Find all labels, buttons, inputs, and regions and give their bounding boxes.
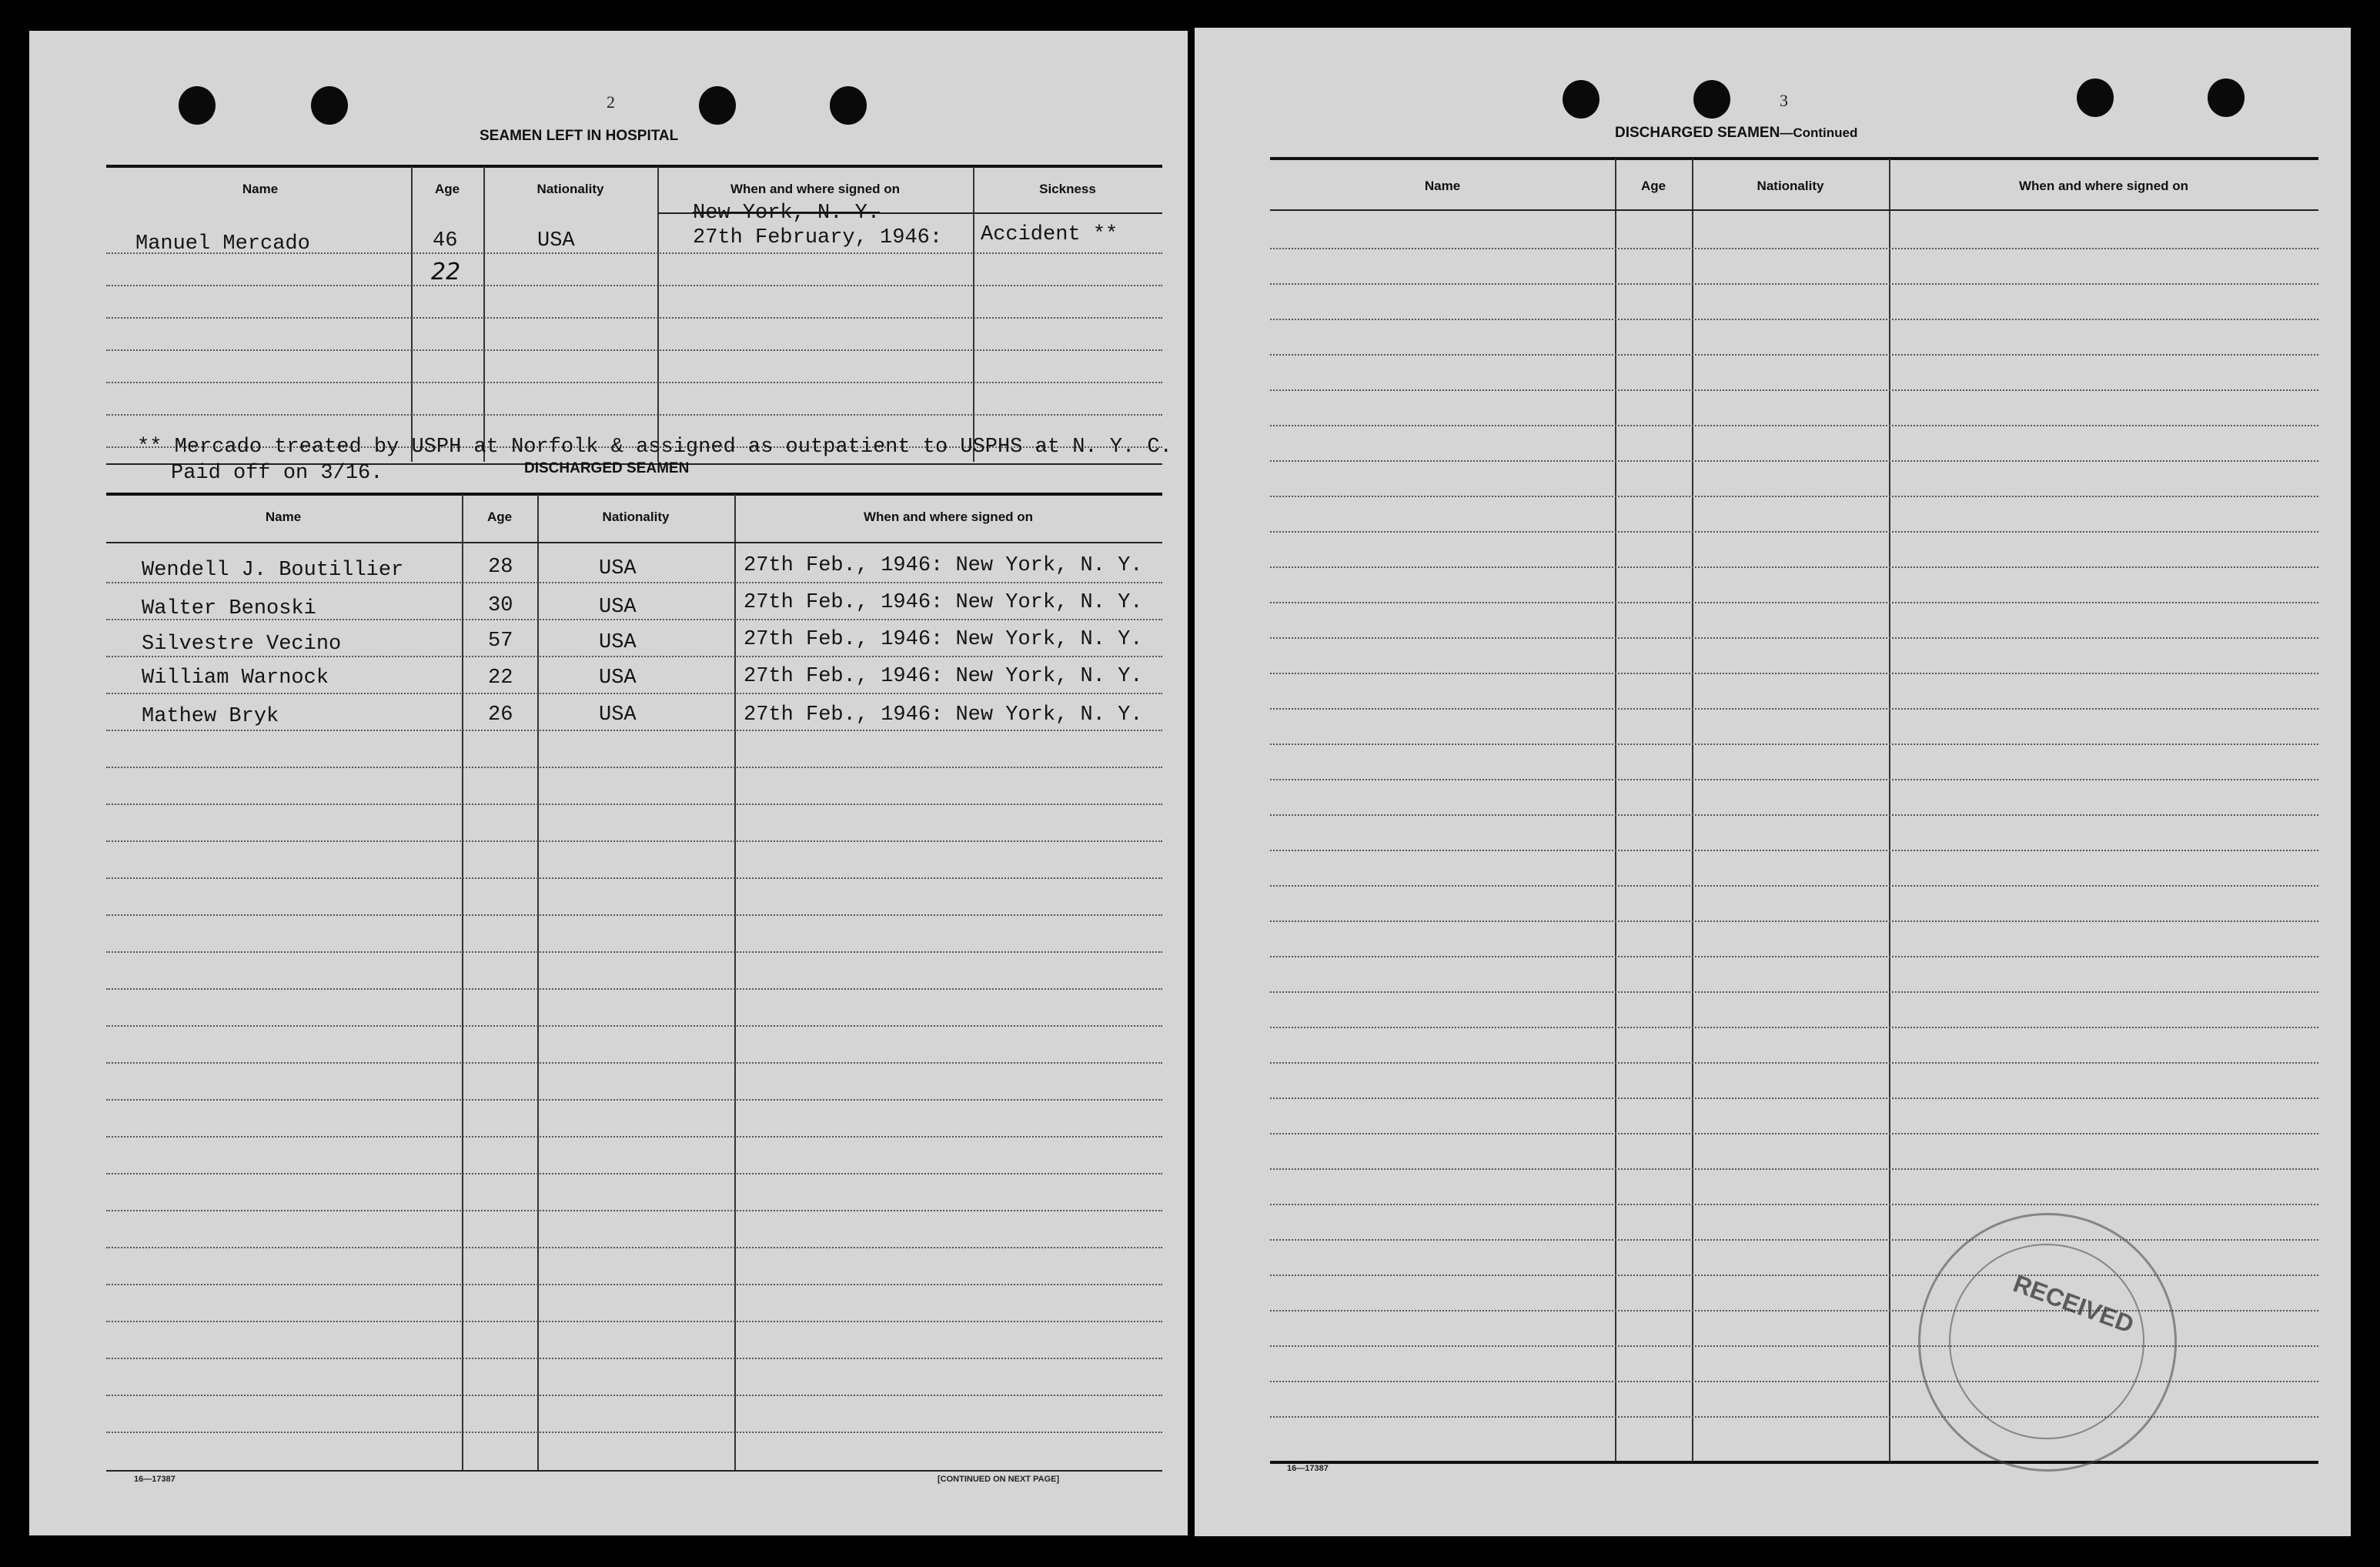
- punch-hole: [2208, 79, 2245, 117]
- ruled-line: [1270, 389, 2318, 391]
- discharged-row-signed: 27th Feb., 1946: New York, N. Y.: [744, 665, 1143, 688]
- continued-signed-header: When and where signed on: [2018, 179, 2189, 193]
- ruled-line: [1270, 602, 2318, 603]
- ruled-line: [1270, 1275, 2318, 1276]
- hospital-note: ** Mercado treated by USPH at Norfolk & assigned as outpatient to USPHS at N. Y. C.: [137, 436, 1172, 459]
- hospital-signed-header: When and where signed on: [730, 182, 901, 196]
- ruled-line: [1270, 566, 2318, 568]
- received-stamp-text: RECEIVED: [2009, 1269, 2138, 1338]
- hospital-name-header: Name: [242, 182, 279, 196]
- ruled-line: [106, 988, 1162, 990]
- punch-hole: [1693, 80, 1730, 119]
- continued-age-header: Age: [1640, 179, 1666, 193]
- punch-hole: [699, 86, 736, 125]
- page-number: 3: [1780, 91, 1788, 110]
- continued-section-title: [1615, 125, 1857, 142]
- discharged-row-nationality: USA: [599, 703, 637, 727]
- continued-nationality-header: Nationality: [1757, 179, 1824, 193]
- ruled-line: [106, 1358, 1162, 1359]
- hospital-age-header: Age: [434, 182, 460, 196]
- ruled-line: [106, 1247, 1162, 1248]
- ruled-line: [1270, 708, 2318, 710]
- ruled-line: [106, 840, 1162, 842]
- hospital-seaman-name: Manuel Mercado: [135, 232, 310, 256]
- table-bottom-rule: [106, 1470, 1162, 1472]
- punch-hole: [1563, 80, 1599, 119]
- ruled-line: [1270, 460, 2318, 462]
- discharged-age-header: Age: [486, 510, 513, 524]
- ruled-line: [1270, 779, 2318, 780]
- discharged-row-signed: 27th Feb., 1946: New York, N. Y.: [744, 591, 1143, 614]
- discharged-row-age: 57: [488, 630, 513, 653]
- ruled-line: [106, 1173, 1162, 1174]
- discharged-row-name: Wendell J. Boutillier: [142, 559, 404, 582]
- received-stamp-inner-ring: [1949, 1244, 2144, 1439]
- handwritten-age-correction: 22: [431, 259, 461, 286]
- discharged-row-nationality: USA: [599, 596, 637, 619]
- hospital-seaman-nationality: USA: [537, 229, 575, 252]
- ruled-line: [106, 1395, 1162, 1396]
- ruled-line: [106, 877, 1162, 879]
- ruled-line: [106, 693, 1162, 694]
- form-number: 16—17387: [1287, 1464, 1329, 1473]
- ruled-line: [1270, 673, 2318, 674]
- discharged-row-nationality: USA: [599, 557, 637, 580]
- hospital-sickness: Accident **: [981, 223, 1118, 246]
- hospital-signed-place: New York, N. Y.: [693, 202, 881, 225]
- ruled-line: [1270, 283, 2318, 285]
- ruled-line: [106, 730, 1162, 731]
- punch-hole: [179, 86, 216, 125]
- ruled-line: [1270, 885, 2318, 887]
- ruled-line: [106, 1210, 1162, 1211]
- discharged-name-header: Name: [265, 510, 302, 524]
- continued-section-title-suffix: —Continued: [1780, 125, 1858, 140]
- discharged-row-signed: 27th Feb., 1946: New York, N. Y.: [744, 628, 1143, 651]
- paid-off-note: Paid off on 3/16.: [171, 462, 383, 485]
- discharged-row-signed: 27th Feb., 1946: New York, N. Y.: [744, 703, 1143, 727]
- ruled-line: [1270, 991, 2318, 993]
- form-number: 16—17387: [134, 1475, 175, 1484]
- page-number: 2: [607, 92, 615, 112]
- ruled-line: [1270, 1062, 2318, 1064]
- ruled-line: [106, 804, 1162, 805]
- ruled-line: [1270, 743, 2318, 745]
- ruled-line: [1270, 920, 2318, 922]
- ruled-line: [106, 1136, 1162, 1138]
- ruled-line: [1270, 814, 2318, 816]
- ruled-line: [1270, 956, 2318, 957]
- discharged-signed-header: When and where signed on: [863, 510, 1034, 524]
- discharged-row-name: Walter Benoski: [142, 597, 316, 620]
- punch-hole: [2077, 79, 2114, 117]
- continued-note: [CONTINUED ON NEXT PAGE]: [938, 1475, 1060, 1484]
- ruled-line: [1270, 425, 2318, 426]
- hospital-sickness-header: Sickness: [1039, 182, 1096, 196]
- discharged-row-age: 26: [488, 703, 513, 727]
- ruled-line: [1270, 1204, 2318, 1205]
- continued-name-header: Name: [1424, 179, 1461, 193]
- discharged-row-name: Silvestre Vecino: [142, 633, 342, 656]
- ruled-line: [106, 767, 1162, 768]
- discharged-row-age: 28: [488, 556, 513, 579]
- left-page: [29, 31, 1188, 1535]
- ruled-line: [1270, 496, 2318, 497]
- discharged-row-age: 30: [488, 594, 513, 617]
- ruled-line: [1270, 248, 2318, 249]
- ruled-line: [106, 914, 1162, 916]
- ruled-line: [1270, 354, 2318, 356]
- ruled-line: [106, 1099, 1162, 1101]
- ruled-line: [106, 582, 1162, 583]
- discharged-row-name: William Warnock: [142, 667, 329, 690]
- punch-hole: [830, 86, 867, 125]
- discharged-row-signed: 27th Feb., 1946: New York, N. Y.: [744, 554, 1143, 577]
- ruled-line: [106, 656, 1162, 657]
- ruled-line: [1270, 1416, 2318, 1418]
- ruled-line: [106, 1025, 1162, 1027]
- hospital-section-title: SEAMEN LEFT IN HOSPITAL: [480, 128, 679, 144]
- ruled-line: [106, 1062, 1162, 1064]
- ruled-line: [106, 1284, 1162, 1285]
- ruled-line: [106, 1321, 1162, 1322]
- discharged-row-nationality: USA: [599, 631, 637, 654]
- right-page: [1195, 28, 2351, 1536]
- hospital-nationality-header: Nationality: [537, 182, 604, 196]
- ruled-line: [1270, 319, 2318, 320]
- discharged-row-age: 22: [488, 667, 513, 690]
- ruled-line: [1270, 637, 2318, 639]
- discharged-section-title: DISCHARGED SEAMEN: [524, 460, 690, 476]
- discharged-row-nationality: USA: [599, 667, 637, 690]
- ruled-line: [1270, 1168, 2318, 1170]
- ruled-line: [106, 951, 1162, 953]
- ruled-line: [1270, 1098, 2318, 1099]
- ruled-line: [1270, 1027, 2318, 1028]
- ruled-line: [1270, 1239, 2318, 1241]
- ruled-line: [1270, 531, 2318, 533]
- hospital-seaman-age: 46: [433, 229, 458, 252]
- discharged-nationality-header: Nationality: [602, 510, 670, 524]
- hospital-signed-date: 27th February, 1946:: [693, 226, 943, 249]
- continued-section-title-main: DISCHARGED SEAMEN: [1615, 125, 1780, 141]
- punch-hole: [311, 86, 348, 125]
- ruled-line: [106, 1432, 1162, 1433]
- ruled-line: [1270, 1133, 2318, 1134]
- discharged-row-name: Mathew Bryk: [142, 705, 279, 728]
- ruled-line: [1270, 850, 2318, 851]
